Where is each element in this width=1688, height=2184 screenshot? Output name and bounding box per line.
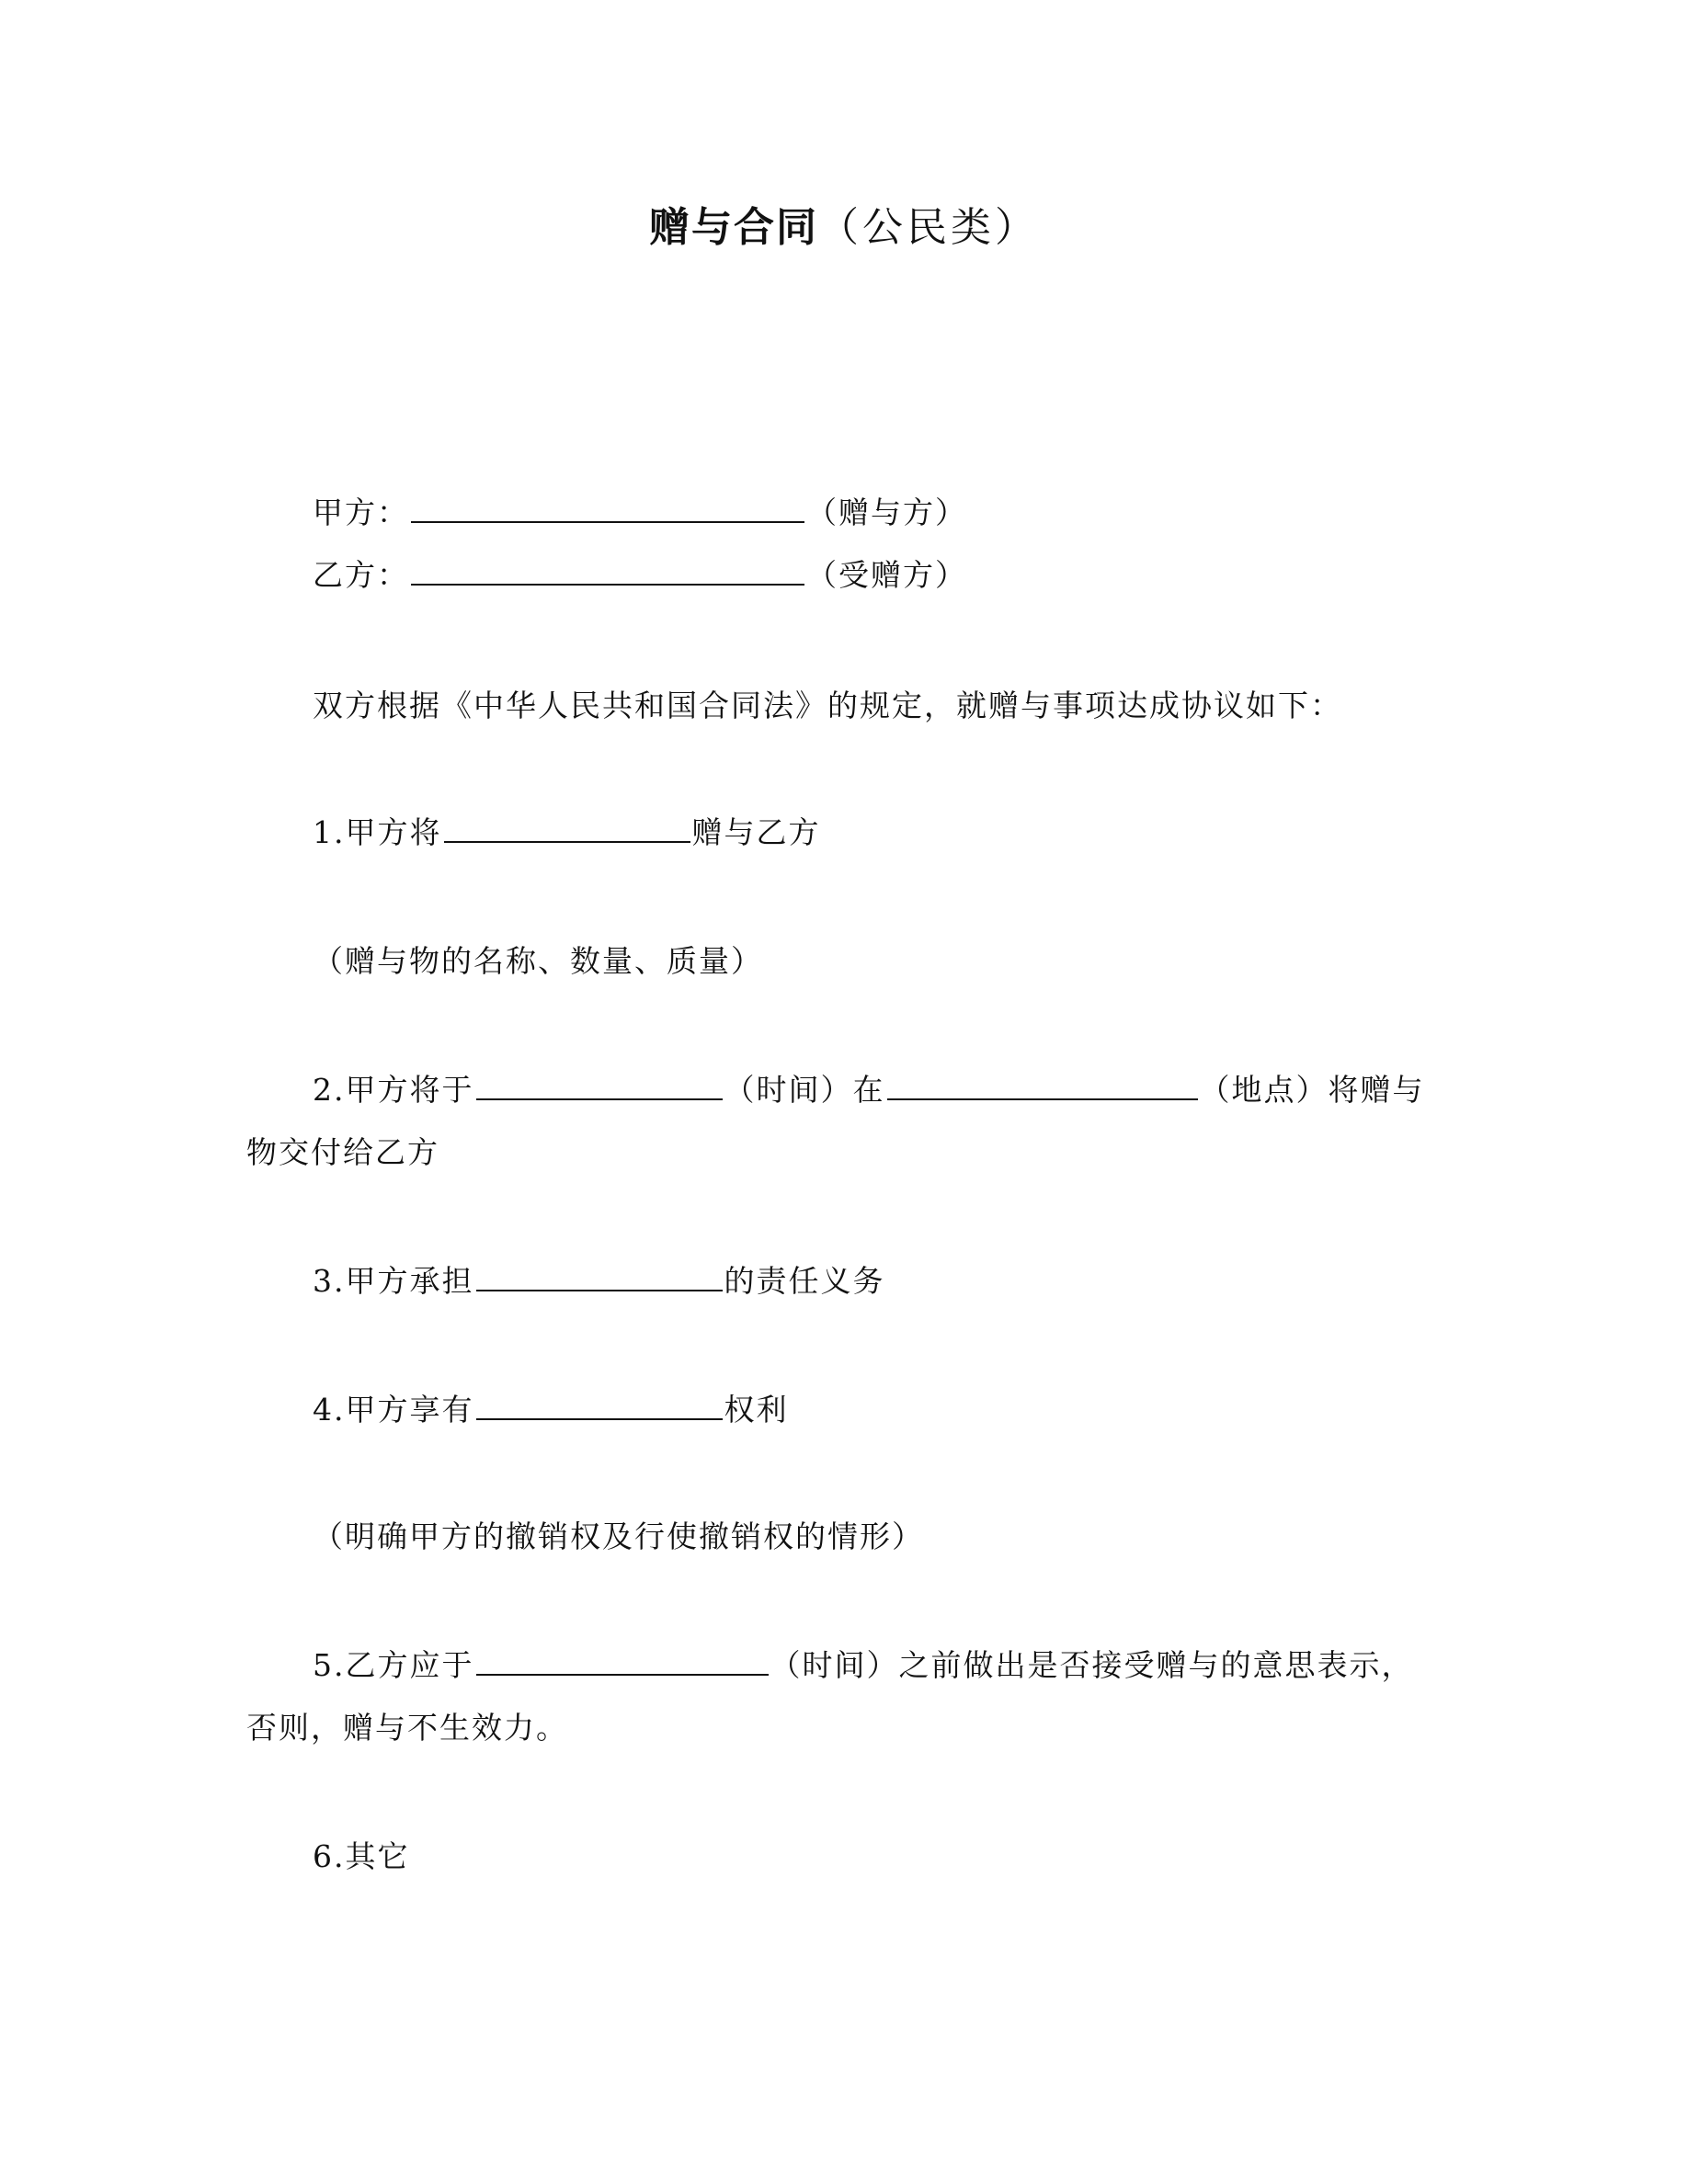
clause-2-time-label: （时间）在 [724, 1072, 885, 1108]
title-main: 赠与合同 [649, 204, 818, 251]
clause-4-before: 4.甲方享有 [313, 1392, 474, 1428]
clause-2-time-field[interactable] [476, 1071, 723, 1100]
page-title [0, 200, 1688, 256]
clause-2-place-field[interactable] [887, 1071, 1198, 1100]
clause-2-before: 2.甲方将于 [313, 1072, 474, 1108]
clause-5-before: 5.乙方应于 [313, 1647, 474, 1683]
clause-3 [313, 1261, 885, 1302]
clause-6: 6.其它 [313, 1838, 410, 1874]
clause-4 [313, 1390, 789, 1430]
clause-4-after: 权利 [724, 1392, 789, 1428]
clause-1-before: 1.甲方将 [313, 814, 442, 850]
preamble: 双方根据《中华人民共和国合同法》的规定，就赠与事项达成协议如下： [313, 688, 1342, 723]
party-b-label: 乙方： [313, 557, 409, 593]
clause-3-before: 3.甲方承担 [313, 1263, 474, 1299]
clause-1-note: （赠与物的名称、数量、质量） [313, 943, 763, 979]
clause-3-field[interactable] [476, 1262, 723, 1291]
party-a-line [313, 493, 967, 533]
clause-4-note: （明确甲方的撤销权及行使撤销权的情形） [313, 1519, 924, 1554]
clause-3-after: 的责任义务 [724, 1263, 885, 1299]
clause-4-field[interactable] [476, 1391, 723, 1420]
party-a-label: 甲方： [313, 495, 409, 530]
clause-2 [313, 1070, 1425, 1110]
party-b-field[interactable] [411, 556, 804, 586]
clause-5 [313, 1645, 1414, 1686]
clause-5-after: （时间）之前做出是否接受赠与的意思表示， [770, 1647, 1414, 1683]
party-b-role: （受赠方） [806, 557, 967, 593]
clause-1-field[interactable] [444, 813, 690, 843]
party-a-field[interactable] [411, 494, 804, 523]
clause-5-continuation: 否则，赠与不生效力。 [246, 1710, 568, 1746]
title-sub: （公民类） [818, 204, 1039, 251]
clause-5-field[interactable] [476, 1646, 769, 1676]
party-b-line [313, 555, 967, 596]
clause-1 [313, 813, 821, 853]
clause-1-after: 赠与乙方 [691, 814, 821, 850]
clause-2-continuation: 物交付给乙方 [246, 1134, 439, 1170]
clause-2-place-label: （地点）将赠与 [1199, 1072, 1425, 1108]
party-a-role: （赠与方） [806, 495, 967, 530]
